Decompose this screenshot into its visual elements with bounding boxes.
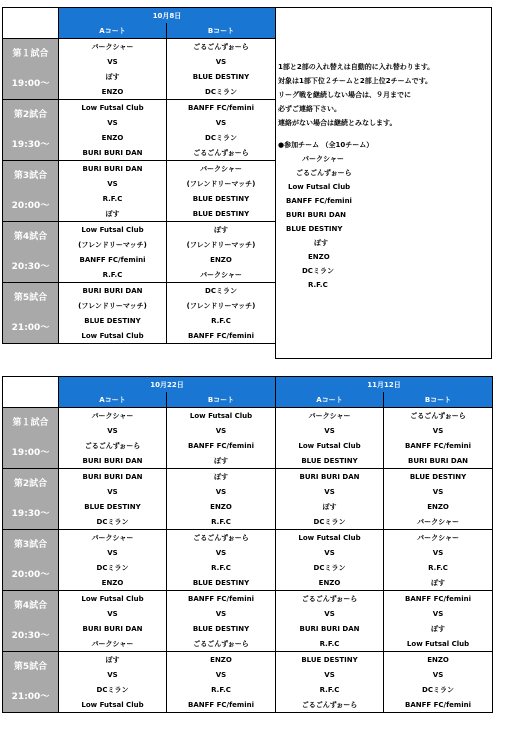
vs-cell: VS bbox=[276, 545, 384, 560]
team-item: パークシャー bbox=[302, 155, 344, 163]
vs-cell: VS bbox=[167, 606, 276, 621]
team-cell: ぽす bbox=[59, 69, 167, 84]
match-row bbox=[3, 682, 493, 697]
notes bbox=[278, 60, 492, 292]
match-row bbox=[3, 530, 493, 546]
vs-cell: VS bbox=[167, 115, 276, 130]
vs-cell: VS bbox=[59, 54, 167, 69]
team-item: R.F.C bbox=[308, 281, 328, 289]
team-cell: ENZO bbox=[167, 652, 276, 668]
team-cell: R.F.C bbox=[167, 682, 276, 697]
referee-cell: Low Futsal Club bbox=[59, 328, 167, 344]
team-cell: ENZO bbox=[384, 652, 493, 668]
referee-cell: BURI BURI DAN bbox=[384, 453, 493, 469]
team-cell: BLUE DESTINY bbox=[59, 499, 167, 514]
team-cell: BANFF FC/femini bbox=[384, 591, 493, 607]
team-cell: BLUE DESTINY bbox=[167, 69, 276, 84]
team-cell: ぽす bbox=[59, 652, 167, 668]
referee-cell: Low Futsal Club bbox=[59, 697, 167, 713]
vs-cell: (フレンドリーマッチ) bbox=[59, 298, 167, 313]
schedule-oct22-nov12 bbox=[2, 376, 493, 713]
vs-cell: VS bbox=[384, 423, 493, 438]
match-label: 第2試合 bbox=[3, 469, 59, 500]
team-cell: パークシャー bbox=[276, 408, 384, 424]
team-cell: BURI BURI DAN bbox=[59, 283, 167, 299]
match-label: 第5試合 bbox=[3, 652, 59, 683]
team-cell: BURI BURI DAN bbox=[59, 161, 167, 177]
vs-cell: VS bbox=[59, 545, 167, 560]
referee-cell: BANFF FC/femini bbox=[167, 328, 276, 344]
match-label: 第4試合 bbox=[3, 222, 59, 253]
vs-cell: (フレンドリーマッチ) bbox=[167, 298, 276, 313]
match-time: 20:00〜 bbox=[3, 191, 59, 222]
date-header: 11月12日 bbox=[276, 377, 493, 393]
match-row bbox=[3, 514, 493, 530]
team-cell: ENZO bbox=[384, 499, 493, 514]
corner-cell bbox=[3, 23, 59, 39]
vs-cell: VS bbox=[59, 176, 167, 191]
date-header: 10月8日 bbox=[59, 8, 276, 24]
team-cell: ENZO bbox=[59, 130, 167, 145]
team-cell: DCミラン bbox=[167, 283, 276, 299]
match-time: 20:00〜 bbox=[3, 560, 59, 591]
team-cell: R.F.C bbox=[59, 191, 167, 206]
team-cell: BLUE DESTINY bbox=[384, 469, 493, 485]
referee-cell: R.F.C bbox=[59, 267, 167, 283]
team-cell: パークシャー bbox=[59, 39, 167, 55]
match-time: 19:30〜 bbox=[3, 130, 59, 161]
team-cell: R.F.C bbox=[167, 313, 276, 328]
team-list bbox=[278, 152, 492, 292]
vs-cell: VS bbox=[384, 667, 493, 682]
team-cell: ぽす bbox=[276, 499, 384, 514]
vs-cell: VS bbox=[167, 545, 276, 560]
team-cell: ぽす bbox=[167, 469, 276, 485]
vs-cell: VS bbox=[59, 423, 167, 438]
vs-cell: VS bbox=[276, 667, 384, 682]
match-time: 21:00〜 bbox=[3, 682, 59, 713]
team-cell: Low Futsal Club bbox=[167, 408, 276, 424]
teams-heading: ●参加チーム （全10チーム） bbox=[278, 141, 374, 149]
team-cell: R.F.C bbox=[276, 682, 384, 697]
referee-cell: R.F.C bbox=[167, 514, 276, 530]
team-cell: Low Futsal Club bbox=[276, 438, 384, 453]
team-item: ENZO bbox=[308, 253, 330, 261]
referee-cell: BANFF FC/femini bbox=[384, 697, 493, 713]
referee-cell: DCミラン bbox=[276, 514, 384, 530]
match-row bbox=[3, 545, 493, 560]
court-a-header: Aコート bbox=[59, 392, 167, 408]
vs-cell: VS bbox=[384, 484, 493, 499]
referee-cell: ぽす bbox=[59, 206, 167, 222]
team-item: BURI BURI DAN bbox=[286, 211, 346, 219]
vs-cell: VS bbox=[276, 423, 384, 438]
referee-cell: パークシャー bbox=[384, 514, 493, 530]
team-cell: BLUE DESTINY bbox=[167, 191, 276, 206]
vs-cell: VS bbox=[167, 423, 276, 438]
referee-cell: BLUE DESTINY bbox=[167, 206, 276, 222]
referee-cell: ENZO bbox=[59, 84, 167, 100]
match-time: 19:30〜 bbox=[3, 499, 59, 530]
match-row bbox=[3, 438, 493, 453]
match-time: 20:30〜 bbox=[3, 252, 59, 283]
match-label: 第5試合 bbox=[3, 283, 59, 314]
team-cell: DCミラン bbox=[59, 560, 167, 575]
match-time: 19:00〜 bbox=[3, 69, 59, 100]
referee-cell: ごるごんずぉーら bbox=[167, 636, 276, 652]
team-cell: BURI BURI DAN bbox=[59, 621, 167, 636]
team-cell: BLUE DESTINY bbox=[276, 652, 384, 668]
match-row bbox=[3, 469, 493, 485]
match-row bbox=[3, 652, 493, 668]
referee-cell: DCミラン bbox=[59, 514, 167, 530]
team-cell: BURI BURI DAN bbox=[59, 469, 167, 485]
match-time: 19:00〜 bbox=[3, 438, 59, 469]
corner-cell bbox=[3, 8, 59, 24]
team-cell: BANFF FC/femini bbox=[167, 438, 276, 453]
vs-cell: VS bbox=[167, 484, 276, 499]
vs-cell: VS bbox=[276, 484, 384, 499]
vs-cell: VS bbox=[59, 115, 167, 130]
team-item: Low Futsal Club bbox=[288, 183, 351, 191]
match-row bbox=[3, 606, 493, 621]
vs-cell: VS bbox=[59, 484, 167, 499]
team-cell: DCミラン bbox=[167, 130, 276, 145]
match-row bbox=[3, 423, 493, 438]
referee-cell: ENZO bbox=[276, 575, 384, 591]
team-cell: Low Futsal Club bbox=[276, 530, 384, 546]
team-cell: BLUE DESTINY bbox=[59, 313, 167, 328]
referee-cell: Low Futsal Club bbox=[384, 636, 493, 652]
note-line: 連絡がない場合は継続とみなします。 bbox=[278, 119, 397, 127]
team-cell: ごるごんずぉーら bbox=[384, 408, 493, 424]
team-item: BANFF FC/femini bbox=[286, 197, 352, 205]
match-row bbox=[3, 575, 493, 591]
team-cell: BLUE DESTINY bbox=[167, 621, 276, 636]
match-label: 第１試合 bbox=[3, 39, 59, 70]
court-b-header: Bコート bbox=[384, 392, 493, 408]
court-b-header: Bコート bbox=[167, 392, 276, 408]
team-cell: BURI BURI DAN bbox=[276, 621, 384, 636]
team-cell: ごるごんずぉーら bbox=[276, 591, 384, 607]
referee-cell: パークシャー bbox=[59, 636, 167, 652]
match-label: 第2試合 bbox=[3, 100, 59, 131]
vs-cell: VS bbox=[384, 606, 493, 621]
team-cell: パークシャー bbox=[59, 530, 167, 546]
vs-cell: (フレンドリーマッチ) bbox=[167, 237, 276, 252]
team-item: ぽす bbox=[314, 239, 328, 247]
vs-cell: (フレンドリーマッチ) bbox=[167, 176, 276, 191]
team-cell: パークシャー bbox=[167, 161, 276, 177]
match-row bbox=[3, 499, 493, 514]
team-cell: R.F.C bbox=[384, 560, 493, 575]
team-cell: Low Futsal Club bbox=[59, 591, 167, 607]
team-cell: Low Futsal Club bbox=[59, 100, 167, 116]
match-row bbox=[3, 667, 493, 682]
vs-cell: VS bbox=[167, 54, 276, 69]
team-item: BLUE DESTINY bbox=[286, 225, 343, 233]
match-row bbox=[3, 636, 493, 652]
match-label: 第１試合 bbox=[3, 408, 59, 439]
team-cell: ぽす bbox=[384, 621, 493, 636]
referee-cell: ぽす bbox=[167, 453, 276, 469]
vs-cell: VS bbox=[384, 545, 493, 560]
vs-cell: VS bbox=[276, 606, 384, 621]
team-cell: ENZO bbox=[167, 252, 276, 267]
team-cell: DCミラン bbox=[59, 682, 167, 697]
note-line: 対象は1部下位２チームと2部上位2チームです。 bbox=[278, 77, 433, 85]
referee-cell: R.F.C bbox=[276, 636, 384, 652]
team-cell: Low Futsal Club bbox=[59, 222, 167, 238]
note-line: リーグ戦を継続しない場合は、９月までに bbox=[278, 91, 411, 99]
referee-cell: ENZO bbox=[59, 575, 167, 591]
court-a-header: Aコート bbox=[59, 23, 167, 39]
team-cell: BURI BURI DAN bbox=[276, 469, 384, 485]
corner-cell bbox=[3, 392, 59, 408]
match-row bbox=[3, 591, 493, 607]
vs-cell: VS bbox=[59, 606, 167, 621]
match-time: 21:00〜 bbox=[3, 313, 59, 344]
team-cell: DCミラン bbox=[276, 560, 384, 575]
vs-cell: VS bbox=[167, 667, 276, 682]
team-cell: ENZO bbox=[167, 499, 276, 514]
team-cell: ぽす bbox=[167, 222, 276, 238]
match-label: 第4試合 bbox=[3, 591, 59, 622]
court-a-header: Aコート bbox=[276, 392, 384, 408]
vs-cell: (フレンドリーマッチ) bbox=[59, 237, 167, 252]
team-cell: ごるごんずぉーら bbox=[59, 438, 167, 453]
note-line: 必ずご連絡下さい。 bbox=[278, 105, 341, 113]
team-cell: BANFF FC/femini bbox=[59, 252, 167, 267]
referee-cell: BLUE DESTINY bbox=[167, 575, 276, 591]
court-b-header: Bコート bbox=[167, 23, 276, 39]
match-row bbox=[3, 408, 493, 424]
team-cell: ごるごんずぉーら bbox=[167, 530, 276, 546]
referee-cell: BURI BURI DAN bbox=[59, 453, 167, 469]
team-cell: R.F.C bbox=[167, 560, 276, 575]
referee-cell: DCミラン bbox=[167, 84, 276, 100]
match-row bbox=[3, 560, 493, 575]
date-header: 10月22日 bbox=[59, 377, 276, 393]
match-row bbox=[3, 453, 493, 469]
referee-cell: ぽす bbox=[384, 575, 493, 591]
referee-cell: BURI BURI DAN bbox=[59, 145, 167, 161]
match-row bbox=[3, 621, 493, 636]
referee-cell: ごるごんずぉーら bbox=[276, 697, 384, 713]
match-time: 20:30〜 bbox=[3, 621, 59, 652]
team-item: DCミラン bbox=[302, 267, 334, 275]
match-label: 第3試合 bbox=[3, 161, 59, 192]
referee-cell: BANFF FC/femini bbox=[167, 697, 276, 713]
team-cell: パークシャー bbox=[384, 530, 493, 546]
vs-cell: VS bbox=[59, 667, 167, 682]
referee-cell: ごるごんずぉーら bbox=[167, 145, 276, 161]
match-row bbox=[3, 697, 493, 713]
team-cell: ごるごんずぉーら bbox=[167, 39, 276, 55]
team-cell: BANFF FC/femini bbox=[167, 100, 276, 116]
note-line: 1部と2部の入れ替えは自動的に入れ替わります。 bbox=[278, 63, 435, 71]
referee-cell: パークシャー bbox=[167, 267, 276, 283]
team-cell: BANFF FC/femini bbox=[167, 591, 276, 607]
team-cell: BANFF FC/femini bbox=[384, 438, 493, 453]
team-item: ごるごんずぉーら bbox=[296, 169, 352, 177]
referee-cell: BLUE DESTINY bbox=[276, 453, 384, 469]
team-cell: パークシャー bbox=[59, 408, 167, 424]
corner-cell bbox=[3, 377, 59, 393]
match-row bbox=[3, 484, 493, 499]
team-cell: DCミラン bbox=[384, 682, 493, 697]
match-label: 第3試合 bbox=[3, 530, 59, 561]
